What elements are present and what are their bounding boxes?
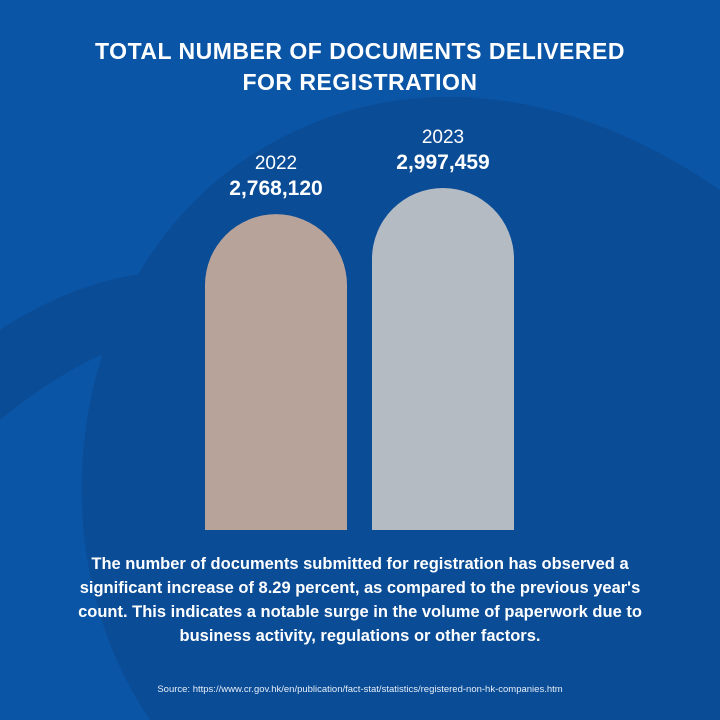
bar-2022 <box>205 214 347 530</box>
chart-title-line: TOTAL NUMBER OF DOCUMENTS DELIVERED <box>95 38 625 64</box>
bar-2023 <box>372 188 514 530</box>
data-label: 2,768,120 <box>229 177 323 201</box>
category-label: 2023 <box>421 127 465 148</box>
category-label: 2022 <box>254 153 298 175</box>
data-label: 2,997,459 <box>396 151 490 174</box>
summary-text: The number of documents submitted for registration has observed a significant increase of 8.29 percent, as compared to the previous year's count. This indicates a notable surge in the volume of paperwork due to business activity, regulations or other factors. <box>78 555 642 645</box>
source-link[interactable]: Source: https://www.cr.gov.hk/en/publication/fact-stat/statistics/registered-non-hk-companies.htm <box>157 684 563 695</box>
chart-title-line: FOR REGISTRATION <box>242 69 478 95</box>
